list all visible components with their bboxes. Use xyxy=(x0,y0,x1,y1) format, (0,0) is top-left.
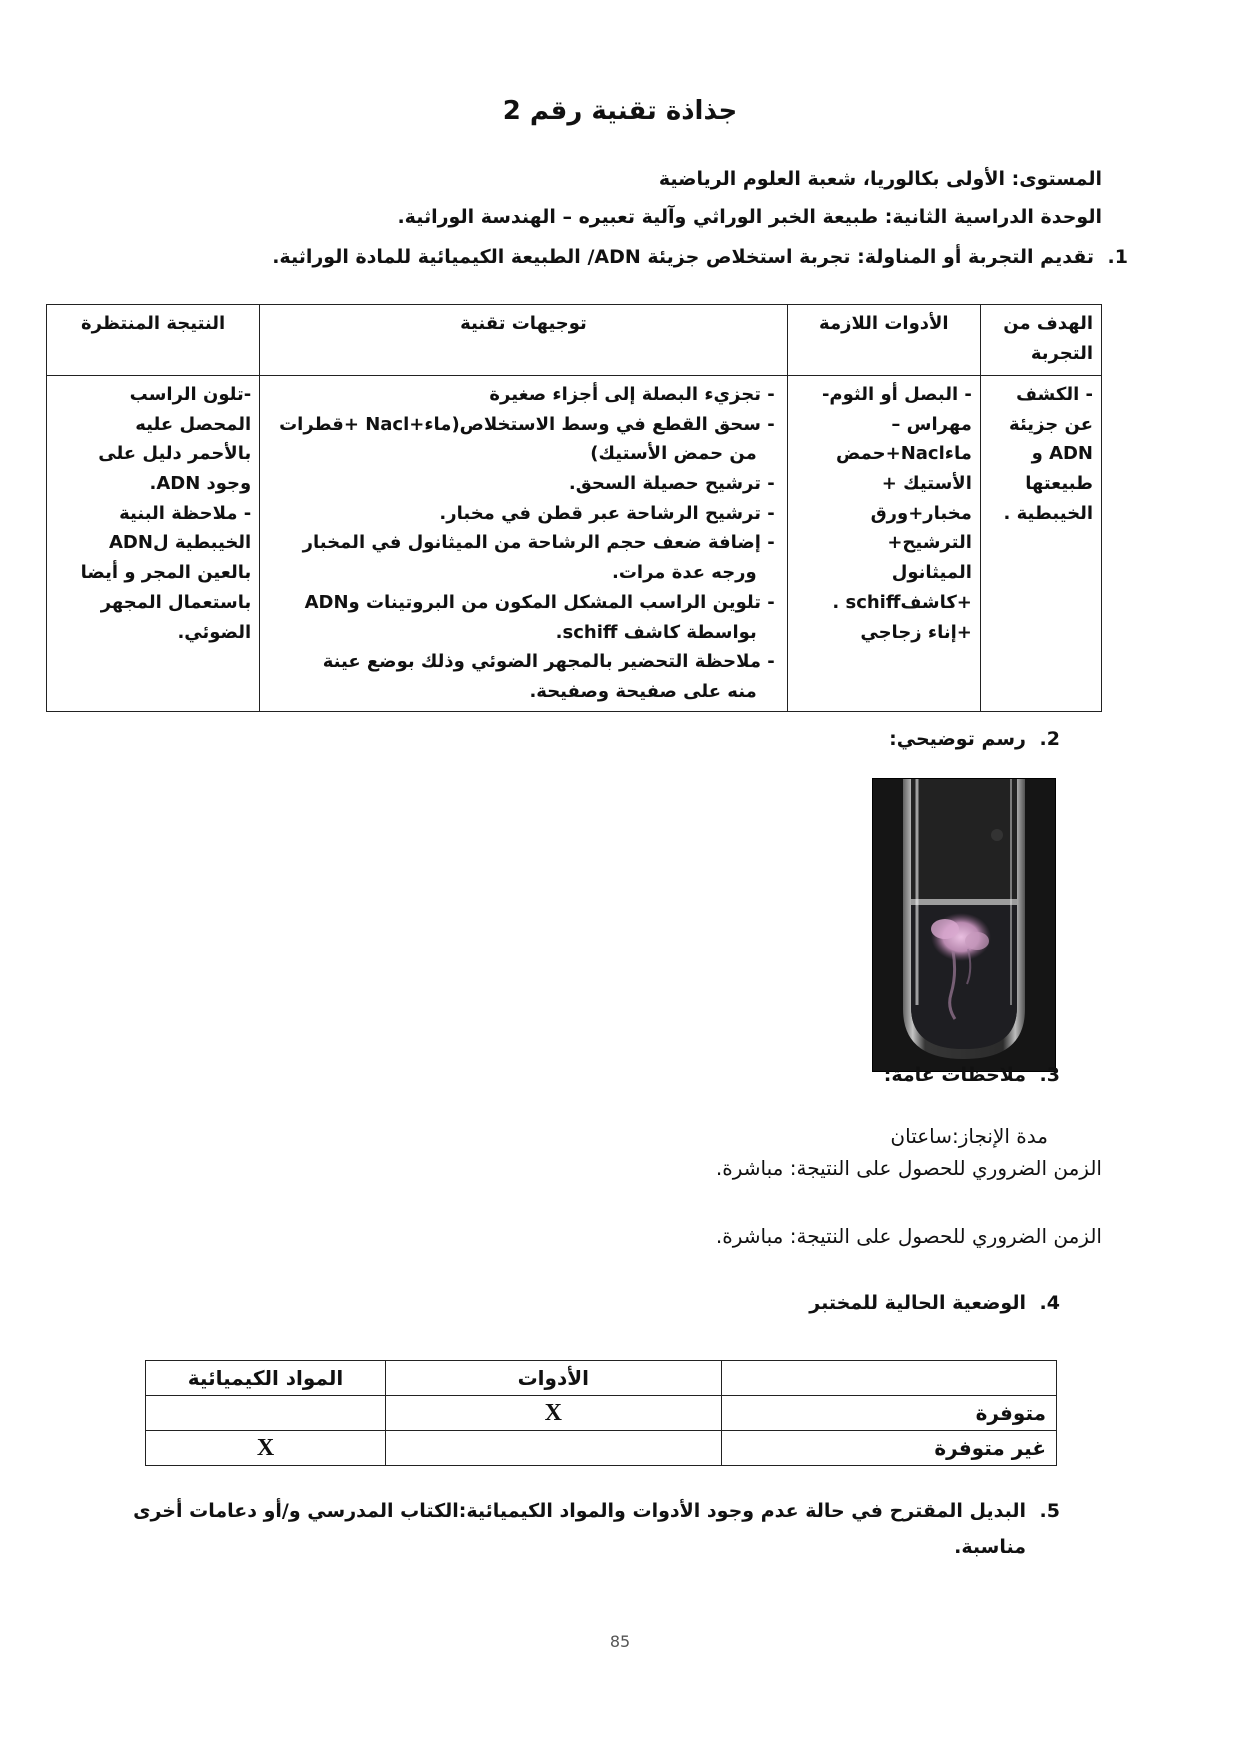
cell-line: باستعمال المجهر xyxy=(100,591,252,613)
time-needed-text: الزمن الضروري للحصول على النتيجة: مباشرة. xyxy=(715,1156,1102,1180)
table-header-row xyxy=(47,305,1102,376)
column-header-chemicals: المواد الكيميائية xyxy=(146,1361,386,1396)
section-2-heading xyxy=(889,728,1060,750)
tools-available-mark: X xyxy=(386,1396,722,1431)
lab-status-table xyxy=(145,1360,1057,1466)
section-number: 2. xyxy=(1039,728,1060,750)
experiment-table xyxy=(46,304,1102,712)
result-cell xyxy=(47,376,260,712)
section-text: تقديم التجربة أو المناولة: تجربة استخلاص جزيئة ADN/ الطبيعة الكيميائية للمادة الوراثية. xyxy=(272,246,1094,268)
cell-line: عن جزيئة xyxy=(1009,413,1093,435)
row-label-unavailable: غير متوفرة xyxy=(721,1431,1056,1466)
table-header-row xyxy=(146,1361,1057,1396)
goal-cell xyxy=(980,376,1101,712)
cell-line: بالعين المجر و أيضا xyxy=(80,562,252,584)
cell-line: -تلون الراسب xyxy=(129,384,252,405)
time-needed-text-repeat: الزمن الضروري للحصول على النتيجة: مباشرة. xyxy=(715,1224,1102,1248)
column-header-tools: الأدوات xyxy=(386,1361,722,1396)
cell-line: - ترشيح حصيلة السحق. xyxy=(568,473,775,495)
cell-line: ماءNacl+حمض xyxy=(836,443,972,465)
cell-line: الخيبطية . xyxy=(1003,502,1093,524)
section-5-continuation: مناسبة. xyxy=(954,1536,1026,1558)
cell-line: منه على صفيحة وصفيحة. xyxy=(529,680,757,702)
cell-line: بواسطة كاشف schiff. xyxy=(555,621,757,643)
tools-unavailable-mark xyxy=(386,1431,722,1466)
cell-line: ADN و xyxy=(1031,443,1093,465)
technical-cell xyxy=(260,376,788,712)
tools-cell xyxy=(787,376,980,712)
table-row xyxy=(146,1396,1057,1431)
cell-line: الخيبطية لADN xyxy=(109,532,252,554)
document-title: جذاذة تقنية رقم 2 xyxy=(502,96,738,126)
section-number: 1. xyxy=(1107,246,1128,268)
cell-line: - الكشف xyxy=(1016,384,1093,405)
cell-line: - إضافة ضعف حجم الرشاحة من الميثانول في المخبار xyxy=(302,532,775,554)
empty-header-cell xyxy=(721,1361,1056,1396)
cell-line: الأستيك + xyxy=(881,473,972,495)
section-5-heading xyxy=(133,1500,1060,1522)
table-row xyxy=(47,376,1102,712)
table-row xyxy=(146,1431,1057,1466)
cell-line: وجود ADN. xyxy=(149,473,252,495)
cell-line: ورجه عدة مرات. xyxy=(611,562,757,584)
section-text: ملاحظات عامة: xyxy=(883,1064,1026,1086)
section-4-heading xyxy=(809,1292,1060,1314)
column-header-technical: توجيهات تقنية xyxy=(260,305,788,376)
page-number: 85 xyxy=(609,1632,631,1651)
section-3-heading xyxy=(884,1064,1060,1086)
chemicals-available-mark xyxy=(146,1396,386,1431)
column-header-tools: الأدوات اللازمة xyxy=(787,305,980,376)
level-line: المستوى: الأولى بكالوريا، شعبة العلوم الرياضية xyxy=(658,168,1102,190)
section-text: البديل المقترح في حالة عدم وجود الأدوات والمواد الكيميائية:الكتاب المدرسي و/أو دعامات أخرى xyxy=(133,1500,1026,1522)
cell-line: الميثانول xyxy=(891,562,972,584)
cell-line: - تجزيء البصلة إلى أجزاء صغيرة xyxy=(489,384,775,405)
section-number: 4. xyxy=(1039,1292,1060,1314)
section-text: رسم توضيحي: xyxy=(889,728,1026,750)
cell-line: مهراس – xyxy=(891,413,972,435)
test-tube-illustration xyxy=(873,779,1055,1071)
test-tube-photo xyxy=(872,778,1056,1072)
cell-line: +إناء زجاجي xyxy=(860,621,972,643)
cell-line: بالأحمر دليل على xyxy=(98,443,252,465)
cell-line: طبيعتها xyxy=(1025,473,1093,495)
chemicals-unavailable-mark: X xyxy=(146,1431,386,1466)
column-header-result: النتيجة المنتظرة xyxy=(47,305,260,376)
cell-line: المحصل عليه xyxy=(135,413,252,435)
cell-line: الضوئي. xyxy=(177,621,252,643)
cell-line: - تلوين الراسب المشكل المكون من البروتينات وADN xyxy=(304,591,775,613)
cell-line: مخبار+ورق xyxy=(870,502,972,524)
cell-line: - ملاحظة البنية xyxy=(119,502,252,524)
cell-line: - سحق القطع في وسط الاستخلاص(ماء+Nacl +قطرات xyxy=(279,413,775,435)
section-text: الوضعية الحالية للمختبر xyxy=(809,1292,1026,1314)
unit-line: الوحدة الدراسية الثانية: طبيعة الخبر الوراثي وآلية تعبيره – الهندسة الوراثية. xyxy=(397,206,1102,228)
cell-line: +كاشفschiff . xyxy=(832,591,972,613)
cell-line: - ترشيح الرشاحة عبر قطن في مخبار. xyxy=(439,502,775,524)
cell-line: - البصل أو الثوم- xyxy=(821,384,972,405)
section-1-heading xyxy=(272,246,1128,268)
row-label-available: متوفرة xyxy=(721,1396,1056,1431)
section-number: 5. xyxy=(1039,1500,1060,1522)
duration-text: مدة الإنجاز:ساعتان xyxy=(890,1124,1048,1148)
cell-line: - ملاحظة التحضير بالمجهر الضوئي وذلك بوضع عينة xyxy=(322,651,775,673)
section-number: 3. xyxy=(1039,1064,1060,1086)
column-header-goal: الهدف من التجربة xyxy=(980,305,1101,376)
cell-line: الترشيح+ xyxy=(887,532,972,554)
cell-line: من حمض الأستيك) xyxy=(590,443,757,465)
